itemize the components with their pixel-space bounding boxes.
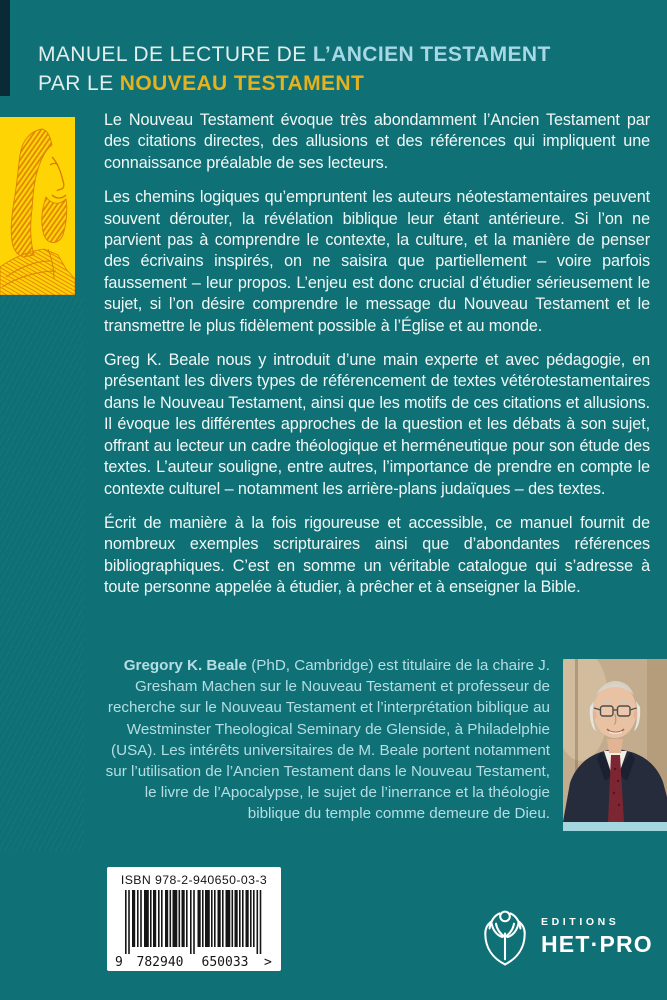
ean-barcode <box>115 890 273 969</box>
spine-strip <box>0 0 10 96</box>
author-photo-svg <box>563 659 667 822</box>
title-line1-light: MANUEL DE LECTURE DE <box>38 43 307 66</box>
title-line2-light: PAR LE <box>38 72 114 95</box>
paragraph-1: Le Nouveau Testament évoque très abondamment l’Ancien Testament par des citations directes, des allusions et des références qui impliquent une connaissance préalable de ses lecteurs. <box>104 111 650 172</box>
photo-accent-bar <box>563 822 667 831</box>
author-photo <box>563 659 667 822</box>
publisher-logo <box>481 906 653 968</box>
tulip-person-icon <box>481 906 529 968</box>
title-line-2 <box>38 69 551 98</box>
publisher-name: HET·PRO <box>541 931 653 957</box>
author-bio <box>98 655 550 825</box>
publisher-imprint: EDITIONS <box>541 916 620 928</box>
title-line2-accent: NOUVEAU TESTAMENT <box>119 72 365 95</box>
jesus-engraving-svg <box>0 117 75 295</box>
ean-digit-group-2: 782940 <box>136 955 184 969</box>
isbn-label: ISBN 978-2-940650-03-3 <box>120 873 268 887</box>
publisher-wordmark <box>541 916 653 958</box>
title-line-1 <box>38 40 551 69</box>
isbn-barcode <box>107 867 281 971</box>
ean-digit-group-3: 650033 <box>201 955 249 969</box>
paragraph-3: Greg K. Beale nous y introduit d’une main experte et avec pédagogie, en présentant les divers types de référencement de textes vétérotestamentaires dans le Nouveau Testament, ainsi que les motifs de ces citations et allusions. Il évoque les différentes approches de la question et les débats à son sujet, offrant au lecteur un cadre théologique et herméneutique pour son étude des textes. L’auteur souligne, entre autres, l’importance de prendre en compte le contexte culturel – notamment les arrière-plans judaïques – des textes. <box>104 351 650 498</box>
paragraph-4: Écrit de manière à la fois rigoureuse et accessible, ce manuel fournit de nombreux exemples scripturaires ainsi que d’abondantes références bibliographiques. C’est en somme un véritable catalogue qui s’adresse à toute personne appelée à étudier, à prêcher et à enseigner la Bible. <box>104 513 650 597</box>
ean-arrow: > <box>264 955 272 969</box>
title-line1-accent: L’ANCIEN TESTAMENT <box>312 43 551 66</box>
engraving-texture <box>0 295 84 851</box>
title-block <box>38 40 551 98</box>
ean-digit-group-1: 9 <box>115 955 123 969</box>
paragraph-2: Les chemins logiques qu’empruntent les auteurs néotestamentaires peuvent souvent dérouter, la révélation biblique leur étant antérieure. Si l’on ne parvient pas à comprendre le contexte, la culture, et la manière de penser des écrivains inspirés, on ne saisira que partiellement – voire parfois faussement – leur propos. L’enjeu est donc crucial d’étudier sérieusement le sujet, si l’on désire comprendre le message du Nouveau Testament et le transmettre le plus fidèlement possible à l’Église et au monde. <box>104 188 650 335</box>
author-name: Gregory K. Beale <box>123 657 247 674</box>
jesus-engraving <box>0 117 75 295</box>
author-bio-text: (PhD, Cambridge) est titulaire de la chaire J. Gresham Machen sur le Nouveau Testament et professeur de recherche sur le Nouveau Testament et l’interprétation biblique au Westminster Theological Seminary de Glenside, à Philadelphie (USA). Les intérêts universitaires de M. Beale portent notamment sur l’utilisation de l’Ancien Testament dans le Nouveau Testament, le livre de l’Apocalypse, le sujet de l’inerrance et la théologie biblique du temple comme demeure de Dieu. <box>105 657 550 823</box>
back-cover-copy <box>104 110 650 612</box>
